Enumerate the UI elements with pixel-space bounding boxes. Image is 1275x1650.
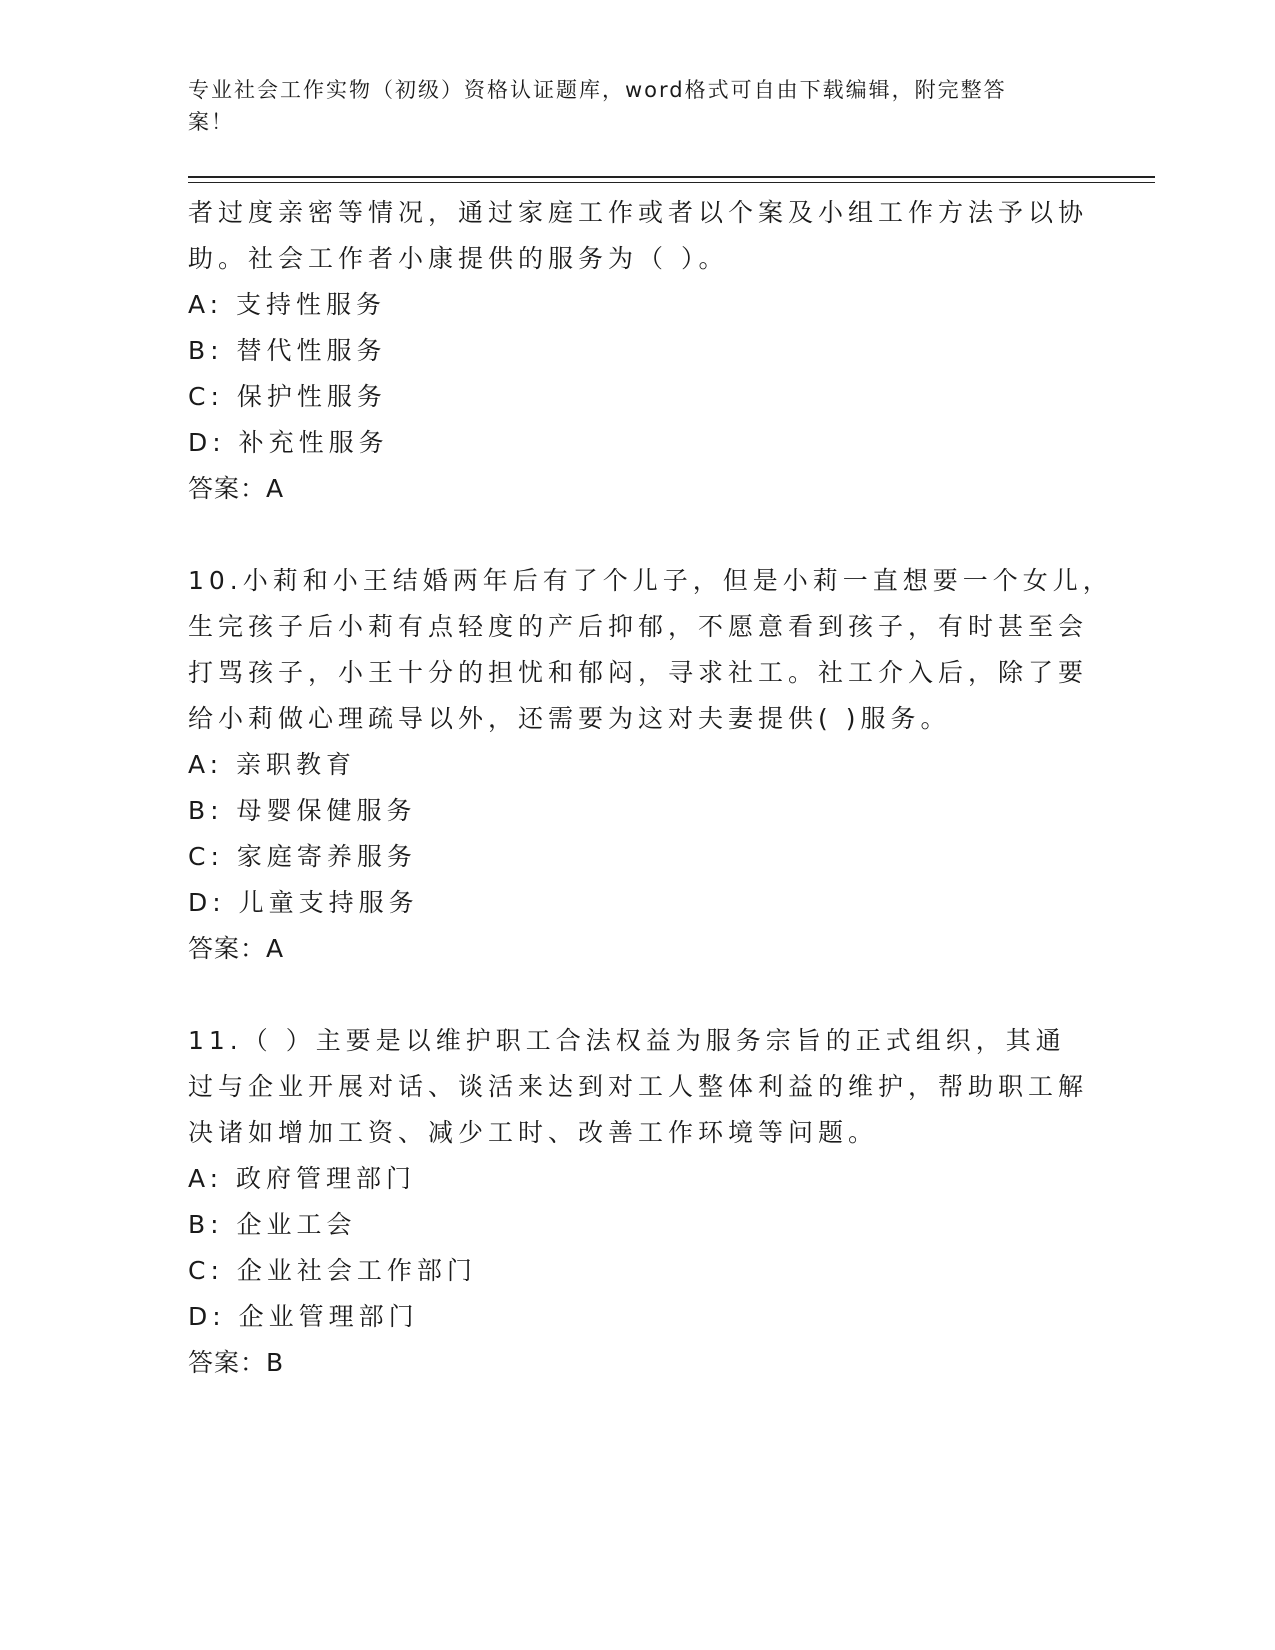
question-text-line: 助。社会工作者小康提供的服务为（ ）。 <box>188 244 729 273</box>
option-a: A: 支持性服务 <box>188 290 387 319</box>
option-b: B: 企业工会 <box>188 1210 357 1239</box>
question-list <box>188 190 1113 1386</box>
question-text-line: 生完孩子后小莉有点轻度的产后抑郁，不愿意看到孩子，有时甚至会 <box>188 612 1089 641</box>
option-d: D: 企业管理部门 <box>188 1302 419 1331</box>
option-c: C: 家庭寄养服务 <box>188 842 417 871</box>
question-text-line: 给小莉做心理疏导以外，还需要为这对夫妻提供( )服务。 <box>188 704 951 733</box>
question-text-line: 过与企业开展对话、谈活来达到对工人整体利益的维护，帮助职工解 <box>188 1072 1089 1101</box>
option-b: B: 替代性服务 <box>188 336 387 365</box>
option-a: A: 亲职教育 <box>188 750 357 779</box>
spacer <box>188 512 1068 558</box>
answer-line: 答案：B <box>188 1348 285 1377</box>
option-b: B: 母婴保健服务 <box>188 796 417 825</box>
question-text-line: 决诸如增加工资、减少工时、改善工作环境等问题。 <box>188 1118 879 1147</box>
option-c: C: 企业社会工作部门 <box>188 1256 477 1285</box>
header-line-1: 专业社会工作实物（初级）资格认证题库，word格式可自由下载编辑，附完整答 <box>188 78 1007 102</box>
header-divider-thin <box>188 182 1155 183</box>
question-text-line: 打骂孩子，小王十分的担忧和郁闷，寻求社工。社工介入后，除了要 <box>188 658 1089 687</box>
option-a: A: 政府管理部门 <box>188 1164 417 1193</box>
answer-line: 答案：A <box>188 934 285 963</box>
header-divider-thick <box>188 176 1155 178</box>
question-text-line: 11.（ ）主要是以维护职工合法权益为服务宗旨的正式组织，其通 <box>188 1026 1066 1055</box>
question-text-line: 者过度亲密等情况，通过家庭工作或者以个案及小组工作方法予以协 <box>188 198 1089 227</box>
page-header <box>188 74 1068 138</box>
header-line-2: 案！ <box>188 110 234 134</box>
spacer <box>188 972 1068 1018</box>
option-c: C: 保护性服务 <box>188 382 387 411</box>
question-block <box>188 558 1113 972</box>
answer-line: 答案：A <box>188 474 285 503</box>
option-d: D: 补充性服务 <box>188 428 389 457</box>
option-d: D: 儿童支持服务 <box>188 888 419 917</box>
question-block <box>188 1018 1089 1386</box>
question-text-line: 10.小莉和小王结婚两年后有了个儿子，但是小莉一直想要一个女儿， <box>188 566 1113 595</box>
question-block <box>188 190 1089 512</box>
